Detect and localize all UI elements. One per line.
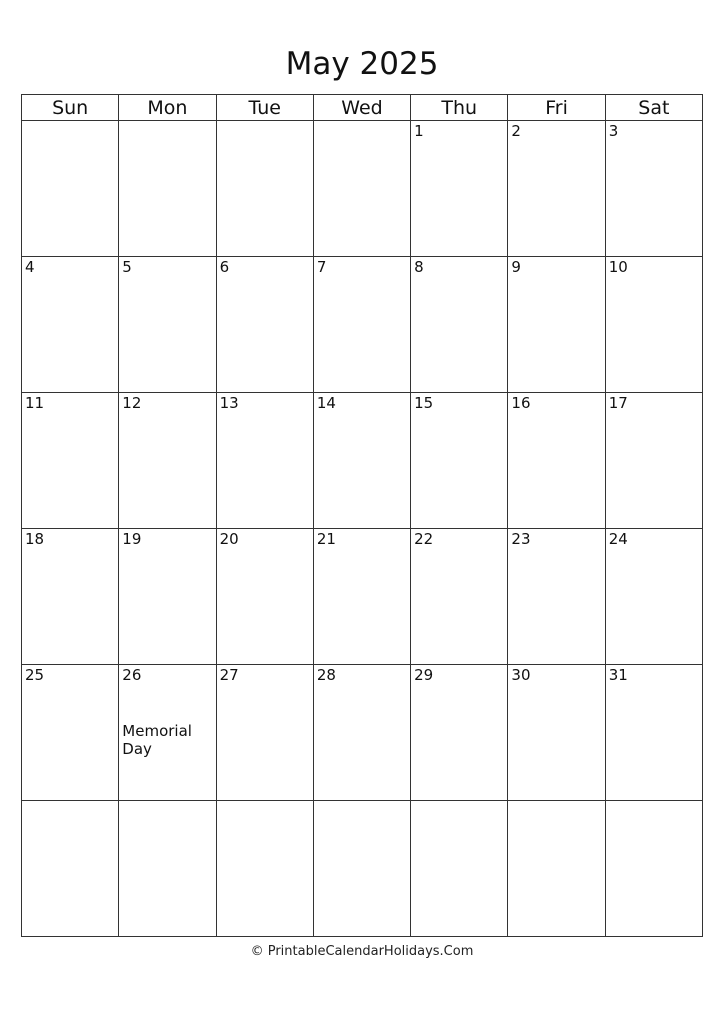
day-number: 11 [25,394,45,412]
day-cell-holiday [119,665,216,801]
calendar-title: May 2025 [285,46,439,82]
day-cell [216,257,313,393]
day-cell [119,529,216,665]
weekday-header-sat: Sat [605,95,702,121]
day-number: 16 [511,394,531,412]
day-number: 22 [414,530,434,548]
day-number: 23 [511,530,531,548]
day-cell-empty [313,121,410,257]
day-number: 21 [316,530,336,548]
day-number: 5 [122,258,132,276]
day-cell-empty [508,801,605,937]
week-row-3 [22,393,703,529]
day-cell [605,257,702,393]
day-cell [313,665,410,801]
weekday-header-row [22,95,703,121]
day-number: 29 [414,666,434,684]
weekday-header-fri: Fri [508,95,605,121]
day-cell-empty [313,801,410,937]
day-number: 24 [608,530,628,548]
day-cell [605,121,702,257]
weekday-header-tue: Tue [216,95,313,121]
day-number: 31 [608,666,628,684]
day-number: 4 [25,258,35,276]
day-cell-empty [216,121,313,257]
day-cell [508,121,605,257]
day-number: 27 [219,666,239,684]
day-cell [605,529,702,665]
day-cell [411,393,508,529]
day-cell [216,393,313,529]
day-cell [508,529,605,665]
calendar-grid [21,94,703,937]
day-number: 13 [219,394,239,412]
day-number: 18 [25,530,45,548]
day-cell [508,665,605,801]
weekday-header-thu: Thu [411,95,508,121]
week-row-6 [22,801,703,937]
day-number: 15 [414,394,434,412]
day-number: 26 [122,666,142,684]
day-cell [22,257,119,393]
day-number: 8 [414,258,424,276]
day-number [314,121,410,122]
day-cell [605,665,702,801]
day-number: 6 [219,258,230,276]
day-cell-empty [216,801,313,937]
day-cell [411,665,508,801]
day-number: 19 [122,530,142,548]
day-cell [216,529,313,665]
week-row-1 [22,121,703,257]
week-row-4 [22,529,703,665]
day-number: 1 [414,122,424,140]
day-cell [508,393,605,529]
day-number [508,801,604,802]
day-cell [22,665,119,801]
day-number: 10 [608,258,628,276]
day-number: 2 [511,122,521,140]
day-cell [119,257,216,393]
day-cell-empty [605,801,702,937]
week-row-5 [22,665,703,801]
day-number [217,801,313,802]
holiday-label: Memorial Day [122,722,192,758]
day-number [22,801,118,802]
weekday-header-wed: Wed [313,95,410,121]
day-cell [411,257,508,393]
day-cell [411,121,508,257]
day-number: 14 [316,394,336,412]
day-number [314,801,410,802]
day-cell-empty [22,121,119,257]
copyright-footer: © PrintableCalendarHolidays.Com [250,944,474,959]
day-number: 20 [219,530,239,548]
day-cell-empty [411,801,508,937]
day-number [217,121,313,122]
day-number: 3 [608,122,619,140]
day-number: 7 [316,258,327,276]
day-cell-empty [22,801,119,937]
day-number: 30 [511,666,531,684]
weekday-header-sun: Sun [22,95,119,121]
day-cell [411,529,508,665]
day-cell [119,393,216,529]
day-cell [313,529,410,665]
day-number [411,801,507,802]
day-number: 25 [25,666,45,684]
day-number [119,801,215,802]
day-number: 17 [608,394,628,412]
day-cell [216,665,313,801]
day-number: 28 [316,666,336,684]
day-cell-empty [119,801,216,937]
day-cell [508,257,605,393]
day-number: 9 [511,258,521,276]
day-number [22,121,118,122]
weekday-header-mon: Mon [119,95,216,121]
day-cell [313,393,410,529]
week-row-2 [22,257,703,393]
day-cell [313,257,410,393]
day-number [119,121,215,122]
day-cell [22,393,119,529]
day-number [606,801,702,802]
day-number: 12 [122,394,142,412]
day-cell [22,529,119,665]
day-cell-empty [119,121,216,257]
day-cell [605,393,702,529]
